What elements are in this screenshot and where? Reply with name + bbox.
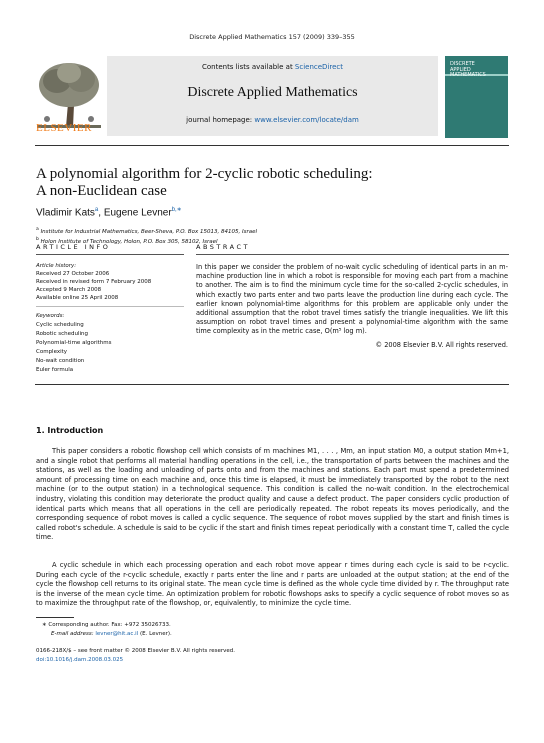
abstract-rule — [196, 254, 509, 255]
paper-title-line2: A non-Euclidean case — [36, 183, 167, 199]
keyword: Robotic scheduling — [36, 331, 89, 337]
doi-line — [36, 657, 123, 663]
keyword: Complexity — [36, 349, 68, 355]
article-info-heading: ARTICLE INFO — [36, 243, 111, 251]
keywords-label: Keywords: — [36, 313, 65, 319]
history-label: Article history: — [36, 263, 77, 269]
affiliation-text: Holon Institute of Technology, Holon, P.O. Box 305, 58102, Israel — [40, 238, 218, 245]
sciencedirect-link[interactable]: ScienceDirect — [294, 63, 344, 71]
author-list — [36, 206, 182, 218]
corresponding-author-note: ∗ Corresponding author. Fax: +972 35026733. — [42, 622, 171, 628]
email-note — [51, 631, 172, 637]
keyword: Euler formula — [36, 367, 74, 373]
affiliation-marker[interactable]: a — [94, 207, 99, 213]
info-rule — [36, 254, 184, 255]
abstract-text: In this paper we consider the problem of no-wait cyclic scheduling of identical parts in an m-machine production line in which a robot is responsible for moving each part from a machine to another. The aim is to find the minimum cycle time for the so-called 2-cyclic schedules, in which exactly two parts enter and two parts leave the production line during each cycle. The earlier known polynomial-time algorithms for this problem are applicable only under the additional assumption that the robot travel times satisfy the triangle inequalities. We lift this assumption on robot travel times and present a polynomial-time algorithm with the same time complexity as in the metric case, O(m⁵ log m). — [196, 263, 508, 336]
contents-prefix: Contents lists available at — [201, 63, 295, 71]
publisher-logo-text: ELSEVIER — [36, 122, 92, 134]
abstract-heading: ABSTRACT — [196, 243, 250, 251]
affiliation-marker[interactable]: b,∗ — [171, 207, 182, 213]
email-label: E-mail address: — [51, 631, 96, 637]
doi-link[interactable]: doi:10.1016/j.dam.2008.03.025 — [36, 657, 124, 663]
contents-line — [107, 63, 438, 71]
affiliation-a — [36, 227, 257, 235]
affiliation-label: a — [36, 227, 39, 232]
affiliation-label: b — [36, 237, 39, 242]
paper-title — [36, 166, 373, 200]
email-suffix: (E. Levner). — [138, 631, 172, 637]
history-item: Received in revised form 7 February 2008 — [36, 279, 152, 285]
email-link[interactable]: levner@hit.ac.il — [95, 631, 139, 637]
keyword: Cyclic scheduling — [36, 322, 84, 328]
homepage-prefix: journal homepage: — [186, 116, 255, 124]
section-rule — [35, 384, 509, 385]
journal-reference: Discrete Applied Mathematics 157 (2009) 339–355 — [189, 33, 355, 41]
journal-homepage — [107, 116, 438, 124]
homepage-link[interactable]: www.elsevier.com/locate/dam — [254, 116, 359, 124]
section-heading: 1. Introduction — [36, 426, 104, 435]
issn-line: 0166-218X/$ – see front matter © 2008 Elsevier B.V. All rights reserved. — [36, 648, 236, 654]
footnote-rule — [36, 617, 74, 618]
history-item: Available online 25 April 2008 — [36, 295, 119, 301]
author-separator: , — [98, 207, 104, 219]
body-paragraph: A cyclic schedule in which each processing operation and each robot move appear r times during each cycle is said to be r-cyclic. During each cycle of the r-cyclic schedule, exactly r parts enter the line and r parts are unloaded at the output station; at the end of the cycle the flowshop cell returns to its original state. The mean cycle time is defined as the whole cycle time divided by r. The throughput rate is the inverse of the mean cycle time. An optimization problem for robotic flowshops asks to specify a cyclic sequence of robot moves so as to maximize the throughput rate of the flowshop, or, equivalently, to minimize the cycle time. — [36, 561, 509, 608]
keyword: No-wait condition — [36, 358, 85, 364]
keyword: Polynomial-time algorithms — [36, 340, 112, 346]
author-name[interactable]: Vladimir Kats — [36, 207, 95, 219]
affiliation-text: Institute for Industrial Mathematics, Beer-Sheva, P.O. Box 15013, 84105, Israel — [40, 228, 257, 235]
copyright-notice: © 2008 Elsevier B.V. All rights reserved. — [375, 341, 508, 349]
history-item: Accepted 9 March 2008 — [36, 287, 102, 293]
info-divider — [36, 306, 184, 307]
cover-title: DISCRETE APPLIED MATHEMATICS — [450, 61, 486, 78]
body-paragraph: This paper considers a robotic flowshop cell which consists of m machines M1, . . . , Mm, an input station M0, a output station Mm+1, and a single robot that performs all material handling operations in the cell, i.e., the transportation of parts between the machines and the stations, as well as the loading and unloading of parts onto and from the machines and stations. Each part must spend a predetermined amount of processing time on each machine and, once this time is elapsed, it must be immediately transported by the robot to the next machine (or to the output station) in a technological sequence. This condition is called the no-wait condition. In the electrochemical industry, violating this condition may deteriorate the product quality and cause a defect product. The paper considers cyclic production of identical parts which means that all operations in the cell are periodically repeated. The robot repeats its moves periodically, and the corresponding sequence of robot moves is called a cyclic sequence. The sequence of robot moves supplied by the start and finish times is called robot's schedule. A schedule is said to be cyclic if the start and finish times repeat periodically with a constant time T, called the cycle time. — [36, 447, 509, 542]
history-item: Received 27 October 2006 — [36, 271, 110, 277]
journal-title: Discrete Applied Mathematics — [187, 85, 358, 100]
paper-title-line1: A polynomial algorithm for 2-cyclic robotic scheduling: — [36, 166, 373, 182]
header-rule — [35, 145, 509, 146]
author-name[interactable]: Eugene Levner — [103, 207, 172, 219]
